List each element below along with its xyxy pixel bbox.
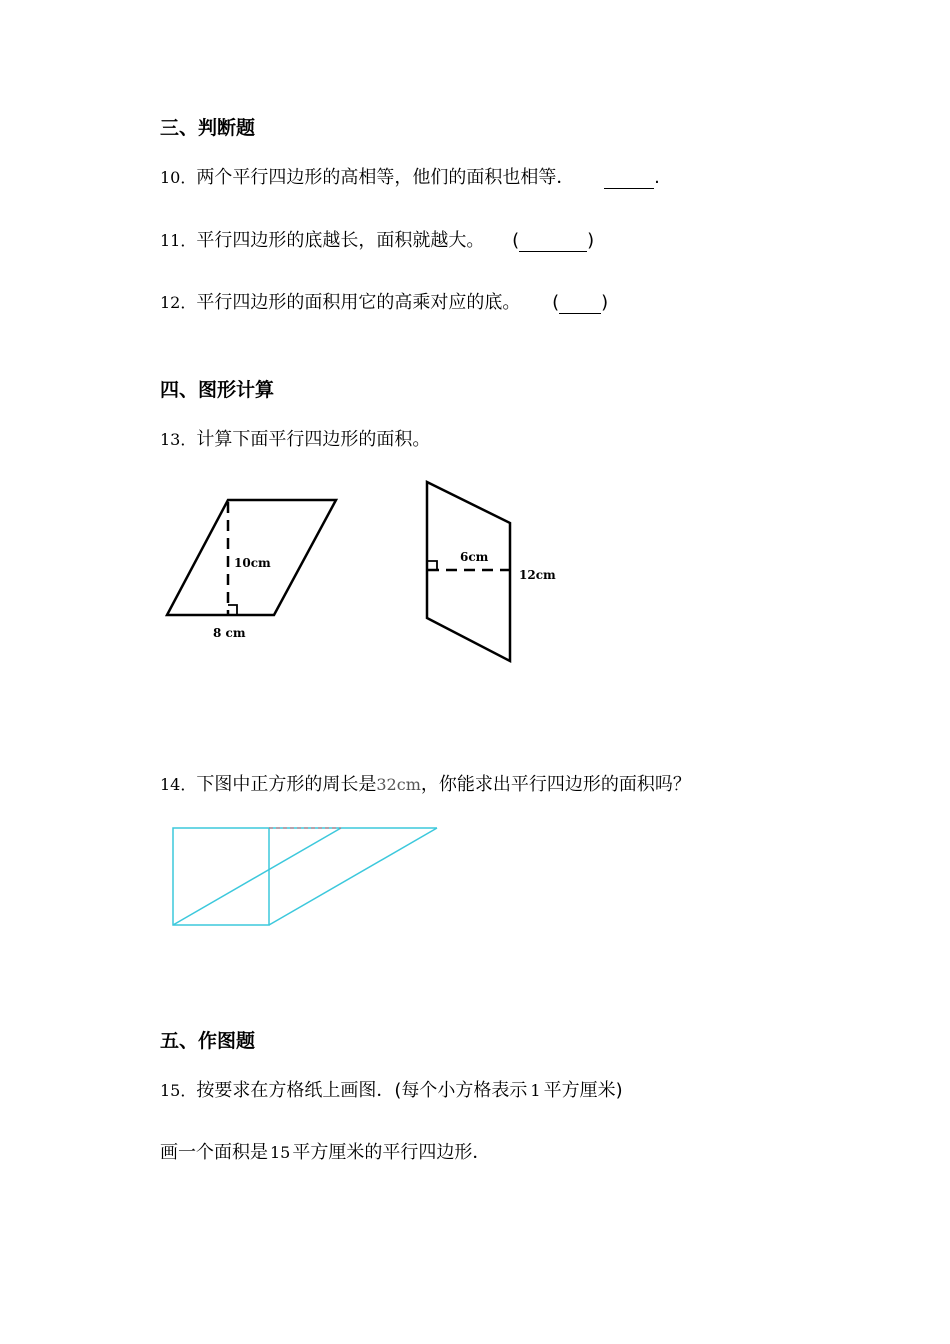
parallelogram-left-edge [173, 828, 341, 925]
question-number: 14． [160, 775, 197, 794]
answer-blank[interactable] [604, 170, 654, 189]
question-tail: . [654, 167, 660, 188]
question-15-instruction [160, 1138, 490, 1164]
question-text-b: 平方厘米) [543, 1080, 623, 1101]
answer-blank[interactable] [559, 295, 601, 314]
height-label: 6cm [460, 550, 489, 564]
question-text: 计算下面平行四边形的面积。 [196, 429, 431, 450]
parallelogram-figure-1 [160, 490, 350, 650]
question-13 [160, 425, 430, 451]
parallelogram-right-edge [269, 828, 437, 925]
question-text: 两个平行四边形的高相等，他们的面积也相等． [196, 167, 575, 188]
paren-close: ) [601, 292, 609, 313]
question-text-b: ，你能求出平行四边形的面积吗？ [420, 774, 691, 795]
square-parallelogram-figure [165, 820, 450, 935]
base-label: 12cm [519, 568, 556, 582]
right-angle-mark [428, 561, 437, 570]
question-11 [160, 226, 594, 252]
section-title-calculation: 四、图形计算 [160, 379, 275, 401]
question-14 [160, 770, 691, 796]
question-number: 15． [160, 1081, 197, 1100]
question-text: 平行四边形的面积用它的高乘对应的底。 [196, 292, 521, 313]
question-number: 11． [160, 231, 197, 250]
parallelogram-shape [427, 482, 510, 661]
height-label: 10cm [234, 556, 271, 570]
question-10 [160, 163, 660, 189]
section-title-judgement: 三、判断题 [160, 117, 256, 139]
base-label: 8 cm [213, 626, 246, 640]
answer-blank[interactable] [519, 233, 587, 252]
question-number: 12． [160, 293, 197, 312]
parallelogram-figure-2 [420, 475, 570, 670]
question-text: 平行四边形的底越长，面积就越大。 [196, 230, 485, 251]
square-shape [173, 828, 269, 925]
instruction-text-a: 画一个面积是 [160, 1142, 268, 1163]
section-title-drawing: 五、作图题 [160, 1030, 256, 1052]
paren-close: ) [587, 230, 595, 251]
question-text-a: 下图中正方形的周长是 [196, 774, 377, 795]
question-text-a: 按要求在方格纸上画图．(每个小方格表示 [196, 1080, 528, 1101]
right-angle-mark [228, 605, 237, 614]
question-number: 13． [160, 430, 197, 449]
question-15 [160, 1076, 623, 1102]
unit-value: 1 [530, 1081, 541, 1100]
paren-open: ( [552, 292, 560, 313]
instruction-text-b: 平方厘米的平行四边形． [292, 1142, 491, 1163]
area-value: 15 [270, 1143, 291, 1162]
perimeter-value: 32cm [376, 775, 421, 794]
paren-open: ( [512, 230, 520, 251]
question-12 [160, 288, 608, 314]
question-number: 10． [160, 168, 197, 187]
